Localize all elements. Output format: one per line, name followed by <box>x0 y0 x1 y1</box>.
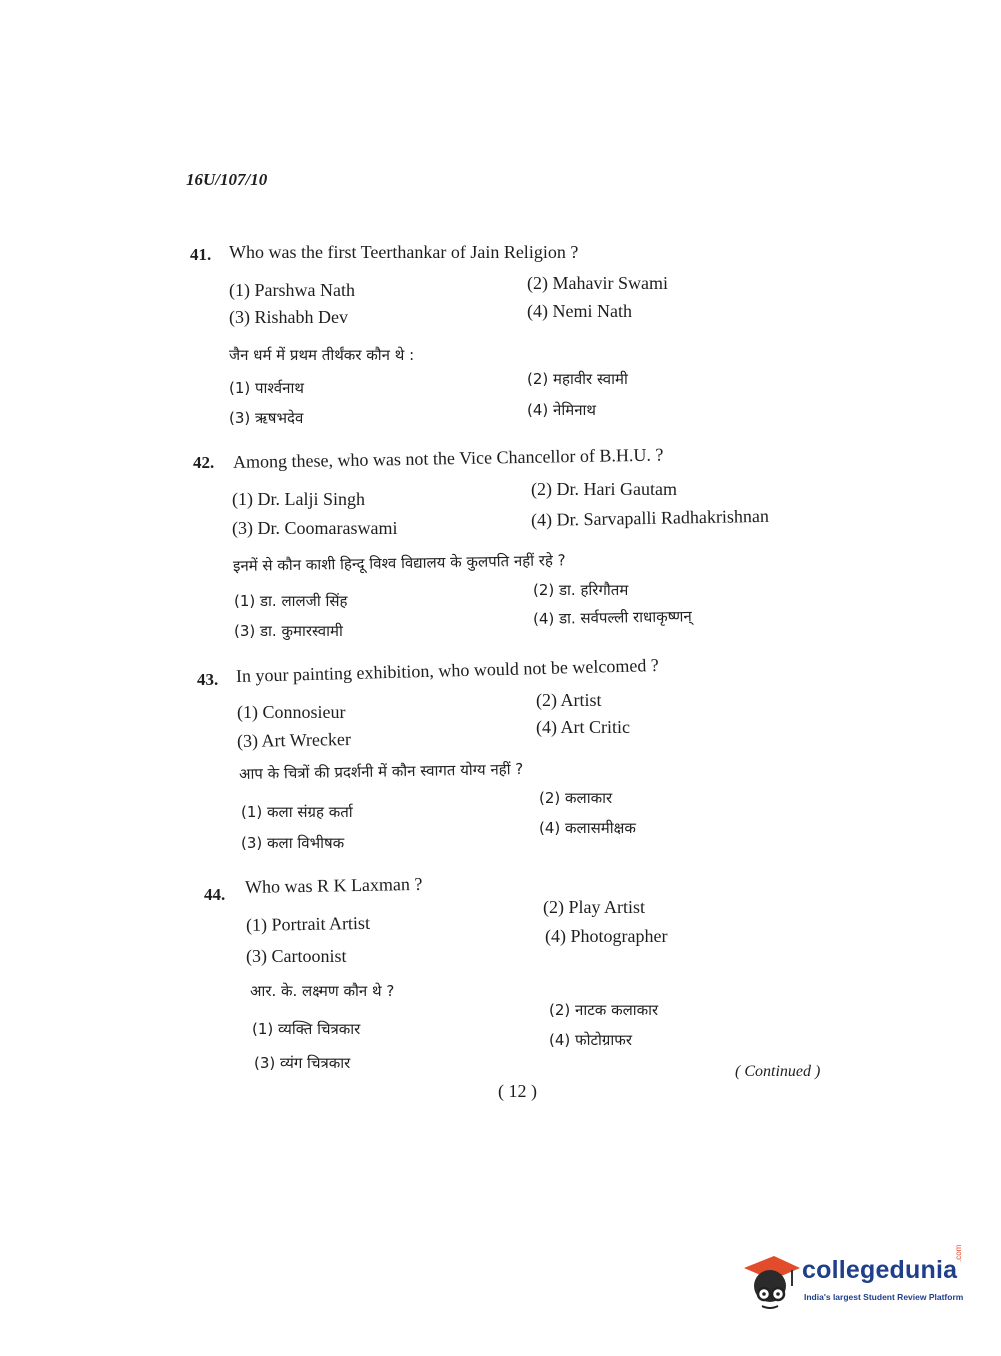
option-3-hindi: (3) ऋषभदेव <box>229 409 304 427</box>
option-1: (1) Parshwa Nath <box>229 280 355 300</box>
option-2-hindi: (2) महावीर स्वामी <box>527 370 628 388</box>
continued-label: ( Continued ) <box>735 1063 821 1080</box>
question-number: 43. <box>197 670 219 689</box>
question-number: 41. <box>190 245 212 264</box>
question-text-hindi: इनमें से कौन काशी हिन्दू विश्व विद्यालय के कुलपति नहीं रहे ? <box>232 551 566 575</box>
question-text-hindi: आप के चित्रों की प्रदर्शनी में कौन स्वागत योग्य नहीं ? <box>238 760 524 783</box>
option-4: (4) Art Critic <box>536 717 630 737</box>
option-1-hindi: (1) कला संग्रह कर्ता <box>241 803 353 821</box>
question-text-hindi: आर. के. लक्ष्मण कौन थे ? <box>250 982 395 1000</box>
option-2: (2) Dr. Hari Gautam <box>531 479 677 499</box>
option-2-hindi: (2) नाटक कलाकार <box>549 1001 659 1019</box>
logo-domain: .com <box>954 1244 963 1262</box>
option-4: (4) Photographer <box>545 926 668 946</box>
question-text: Who was R K Laxman ? <box>244 873 423 897</box>
option-1-hindi: (1) डा. लालजी सिंह <box>234 592 348 610</box>
option-2: (2) Mahavir Swami <box>527 273 668 293</box>
option-4-hindi: (4) फोटोग्राफर <box>549 1031 632 1049</box>
paper-code: 16U/107/10 <box>186 170 268 189</box>
option-3-hindi: (3) कला विभीषक <box>241 834 345 852</box>
option-3: (3) Rishabh Dev <box>229 307 348 327</box>
option-3-hindi: (3) व्यंग चित्रकार <box>254 1054 351 1072</box>
option-1: (1) Portrait Artist <box>245 912 371 935</box>
option-2: (2) Play Artist <box>543 897 645 917</box>
logo-tagline: India's largest Student Review Platform <box>804 1292 964 1302</box>
page-number: ( 12 ) <box>498 1081 537 1101</box>
option-4-hindi: (4) नेमिनाथ <box>527 401 596 419</box>
question-text: Who was the first Teerthankar of Jain Religion ? <box>229 242 579 262</box>
question-number: 42. <box>193 453 215 472</box>
option-2: (2) Artist <box>536 690 602 710</box>
question-text: In your painting exhibition, who would not be welcomed ? <box>235 654 660 686</box>
option-3: (3) Dr. Coomaraswami <box>232 518 398 538</box>
option-2-hindi: (2) कलाकार <box>539 789 613 807</box>
option-3-hindi: (3) डा. कुमारस्वामी <box>234 622 343 640</box>
option-4-hindi: (4) डा. सर्वपल्ली राधाकृष्णन् <box>532 607 692 628</box>
option-1: (1) Dr. Lalji Singh <box>232 489 365 509</box>
logo-wordmark: collegedunia <box>802 1256 958 1284</box>
option-2-hindi: (2) डा. हरिगौतम <box>533 581 629 599</box>
option-4-hindi: (4) कलासमीक्षक <box>539 819 636 837</box>
option-1: (1) Connosieur <box>237 702 346 722</box>
collegedunia-logo <box>740 1244 970 1318</box>
option-4: (4) Nemi Nath <box>527 301 632 321</box>
question-number: 44. <box>204 885 226 904</box>
mascot-icon <box>740 1248 800 1318</box>
option-3: (3) Cartoonist <box>246 946 347 966</box>
option-1-hindi: (1) पार्श्वनाथ <box>229 379 304 397</box>
option-3: (3) Art Wrecker <box>236 729 352 751</box>
option-1-hindi: (1) व्यक्ति चित्रकार <box>252 1020 361 1038</box>
option-4: (4) Dr. Sarvapalli Radhakrishnan <box>530 505 770 530</box>
question-text: Among these, who was not the Vice Chancellor of B.H.U. ? <box>232 444 664 472</box>
question-text-hindi: जैन धर्म में प्रथम तीर्थंकर कौन थे : <box>229 346 415 364</box>
